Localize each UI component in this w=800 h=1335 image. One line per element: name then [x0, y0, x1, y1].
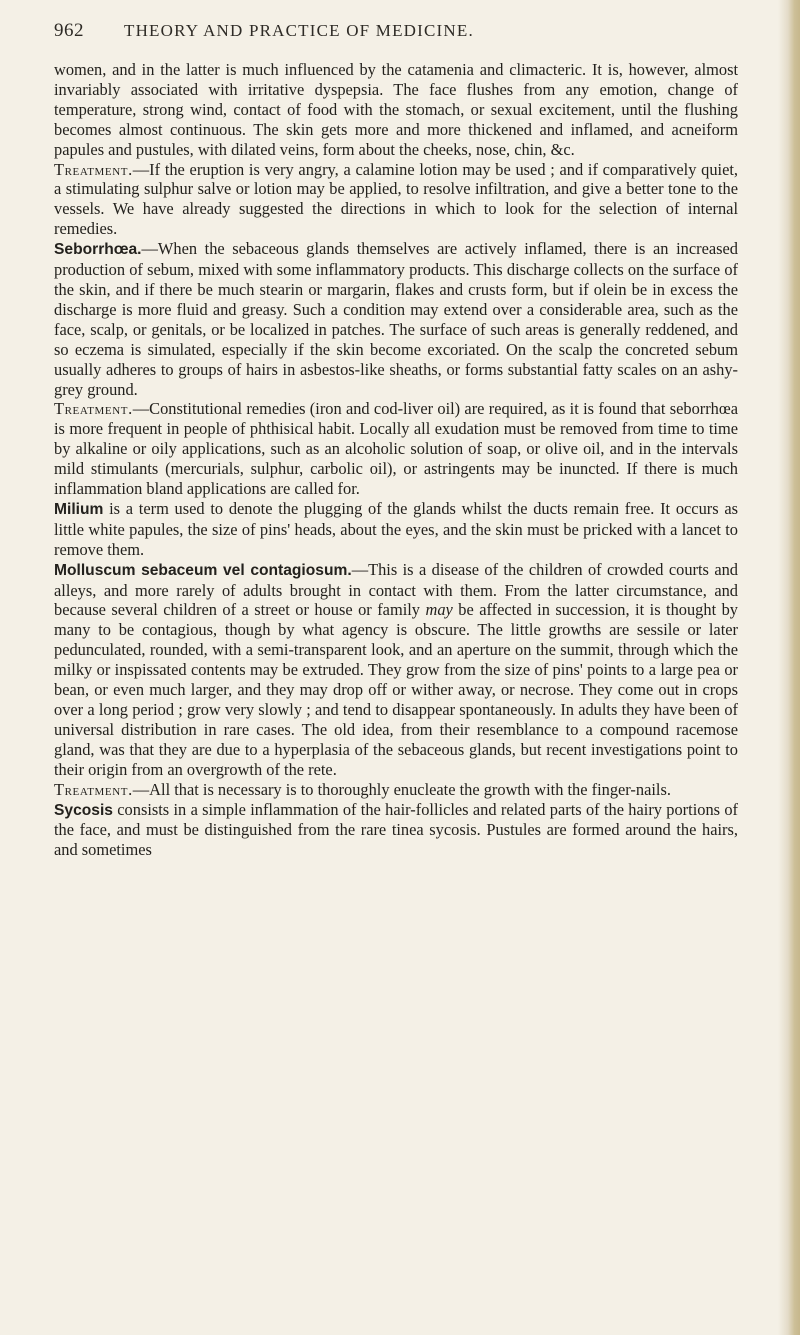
- paragraph-seborrhoea: [54, 239, 738, 399]
- paragraph-rosacea-treatment: [54, 160, 738, 240]
- paragraph-seborrhoea-treatment: [54, 399, 738, 499]
- paragraph-text: —If the eruption is very angry, a calamine lotion may be used ; and if comparatively quiet, a stimulating sulphur salve or lotion may be applied, to resolve infiltration, and give a better tone to the vessels. We have already suggested the directions in which to look for the selection of internal remedies.: [54, 159, 738, 239]
- page-edge-shadow: [778, 0, 800, 1335]
- treatment-label: Treatment.: [54, 159, 133, 179]
- paragraph-text: —When the sebaceous glands themselves are actively inflamed, there is an increased production of sebum, mixed with some inflammatory products. This discharge collects on the surface of the skin, and if there be much stearin or margarin, flakes and crusts form, but if olein be in excess the discharge is more fluid and greasy. Such a condition may extend over a considerable area, such as the face, scalp, or genitals, or be localized in patches. The surface of such areas is generally reddened, and so eczema is simulated, especially if the skin become excoriated. On the scalp the concreted sebum usually adheres to groups of hairs in asbestos-like sheaths, or forms substantial fatty scales on an ashy-grey ground.: [54, 239, 738, 399]
- body-text: [54, 60, 738, 860]
- paragraph-text: women, and in the latter is much influenced by the catamenia and climacteric. It is, however, almost invariably associated with irritative dyspepsia. The face flushes from any emotion, change of temperature, strong wind, contact of food with the stomach, or sexual excitement, until the flushing becomes almost continuous. The skin gets more and more thickened and inflamed, and acneiform papules and pustules, with dilated veins, form about the cheeks, nose, chin, &c.: [54, 60, 738, 159]
- paragraph-text: be affected in succession, it is thought by many to be contagious, though by what agency is obscure. The little growths are sessile or later pedunculated, rounded, with a semi-transparent look, and an aperture on the summit, through which the milky or inspissated contents may be extruded. They grow from the size of pins' points to a large pea or bean, or even much larger, and they may drop off or wither away, or necrose. They come out in crops over a long period ; grow very slowly ; and tend to disappear spontaneously. In adults they have been of universal distribution in rare cases. The old idea, from their resemblance to a compound racemose gland, was that they are due to a hyperplasia of the sebaceous glands, but recent investigations point to their origin from an overgrowth of the rete.: [54, 600, 738, 779]
- running-title: THEORY AND PRACTICE OF MEDICINE.: [124, 21, 474, 40]
- treatment-label: Treatment.: [54, 779, 133, 799]
- paragraph-text: consists in a simple inflammation of the hair-follicles and related parts of the hairy portions of the face, and must be distinguished from the rare tinea sycosis. Pustules are formed around the hairs, and sometimes: [54, 799, 738, 860]
- paragraph-text: —This is a disease of the children of crowded courts and alleys, and more rarely of adults brought in contact with them. From the latter circumstance, and because several children of a street or house or family: [54, 559, 738, 620]
- italic-emphasis: may: [425, 600, 453, 620]
- paragraph-text: —Constitutional remedies (iron and cod-liver oil) are required, as it is found that seborrhœa is more frequent in people of phthisical habit. Locally all exudation must be removed from time to time by alkaline or oily applications, such as an alcoholic solution of soap, or olive oil, and in the intervals mild stimulants (mercurials, sulphur, carbolic oil), or astringents may be inuncted. If there is much inflammation bland applications are called for.: [54, 399, 738, 499]
- section-heading-seborrhoea: Seborrhœa.: [54, 241, 142, 259]
- paragraph-text: is a term used to denote the plugging of the glands whilst the ducts remain free. It occurs as little white papules, the size of pins' heads, about the eyes, and the skin must be pricked with a lancet to remove them.: [54, 498, 738, 559]
- section-heading-milium: Milium: [54, 500, 104, 518]
- paragraph-rosacea-description: [54, 60, 738, 160]
- paragraph-milium: [54, 499, 738, 560]
- paragraph-text: —All that is necessary is to thoroughly enucleate the growth with the finger-nails.: [132, 779, 671, 799]
- paragraph-sycosis: [54, 800, 738, 861]
- paragraph-molluscum: [54, 560, 738, 780]
- page-number: 962: [54, 20, 84, 41]
- page-header: [54, 20, 744, 50]
- section-heading-sycosis: Sycosis: [54, 801, 113, 819]
- section-heading-molluscum: Molluscum sebaceum vel contagiosum.: [54, 561, 352, 579]
- treatment-label: Treatment.: [54, 399, 133, 419]
- paragraph-molluscum-treatment: [54, 780, 738, 800]
